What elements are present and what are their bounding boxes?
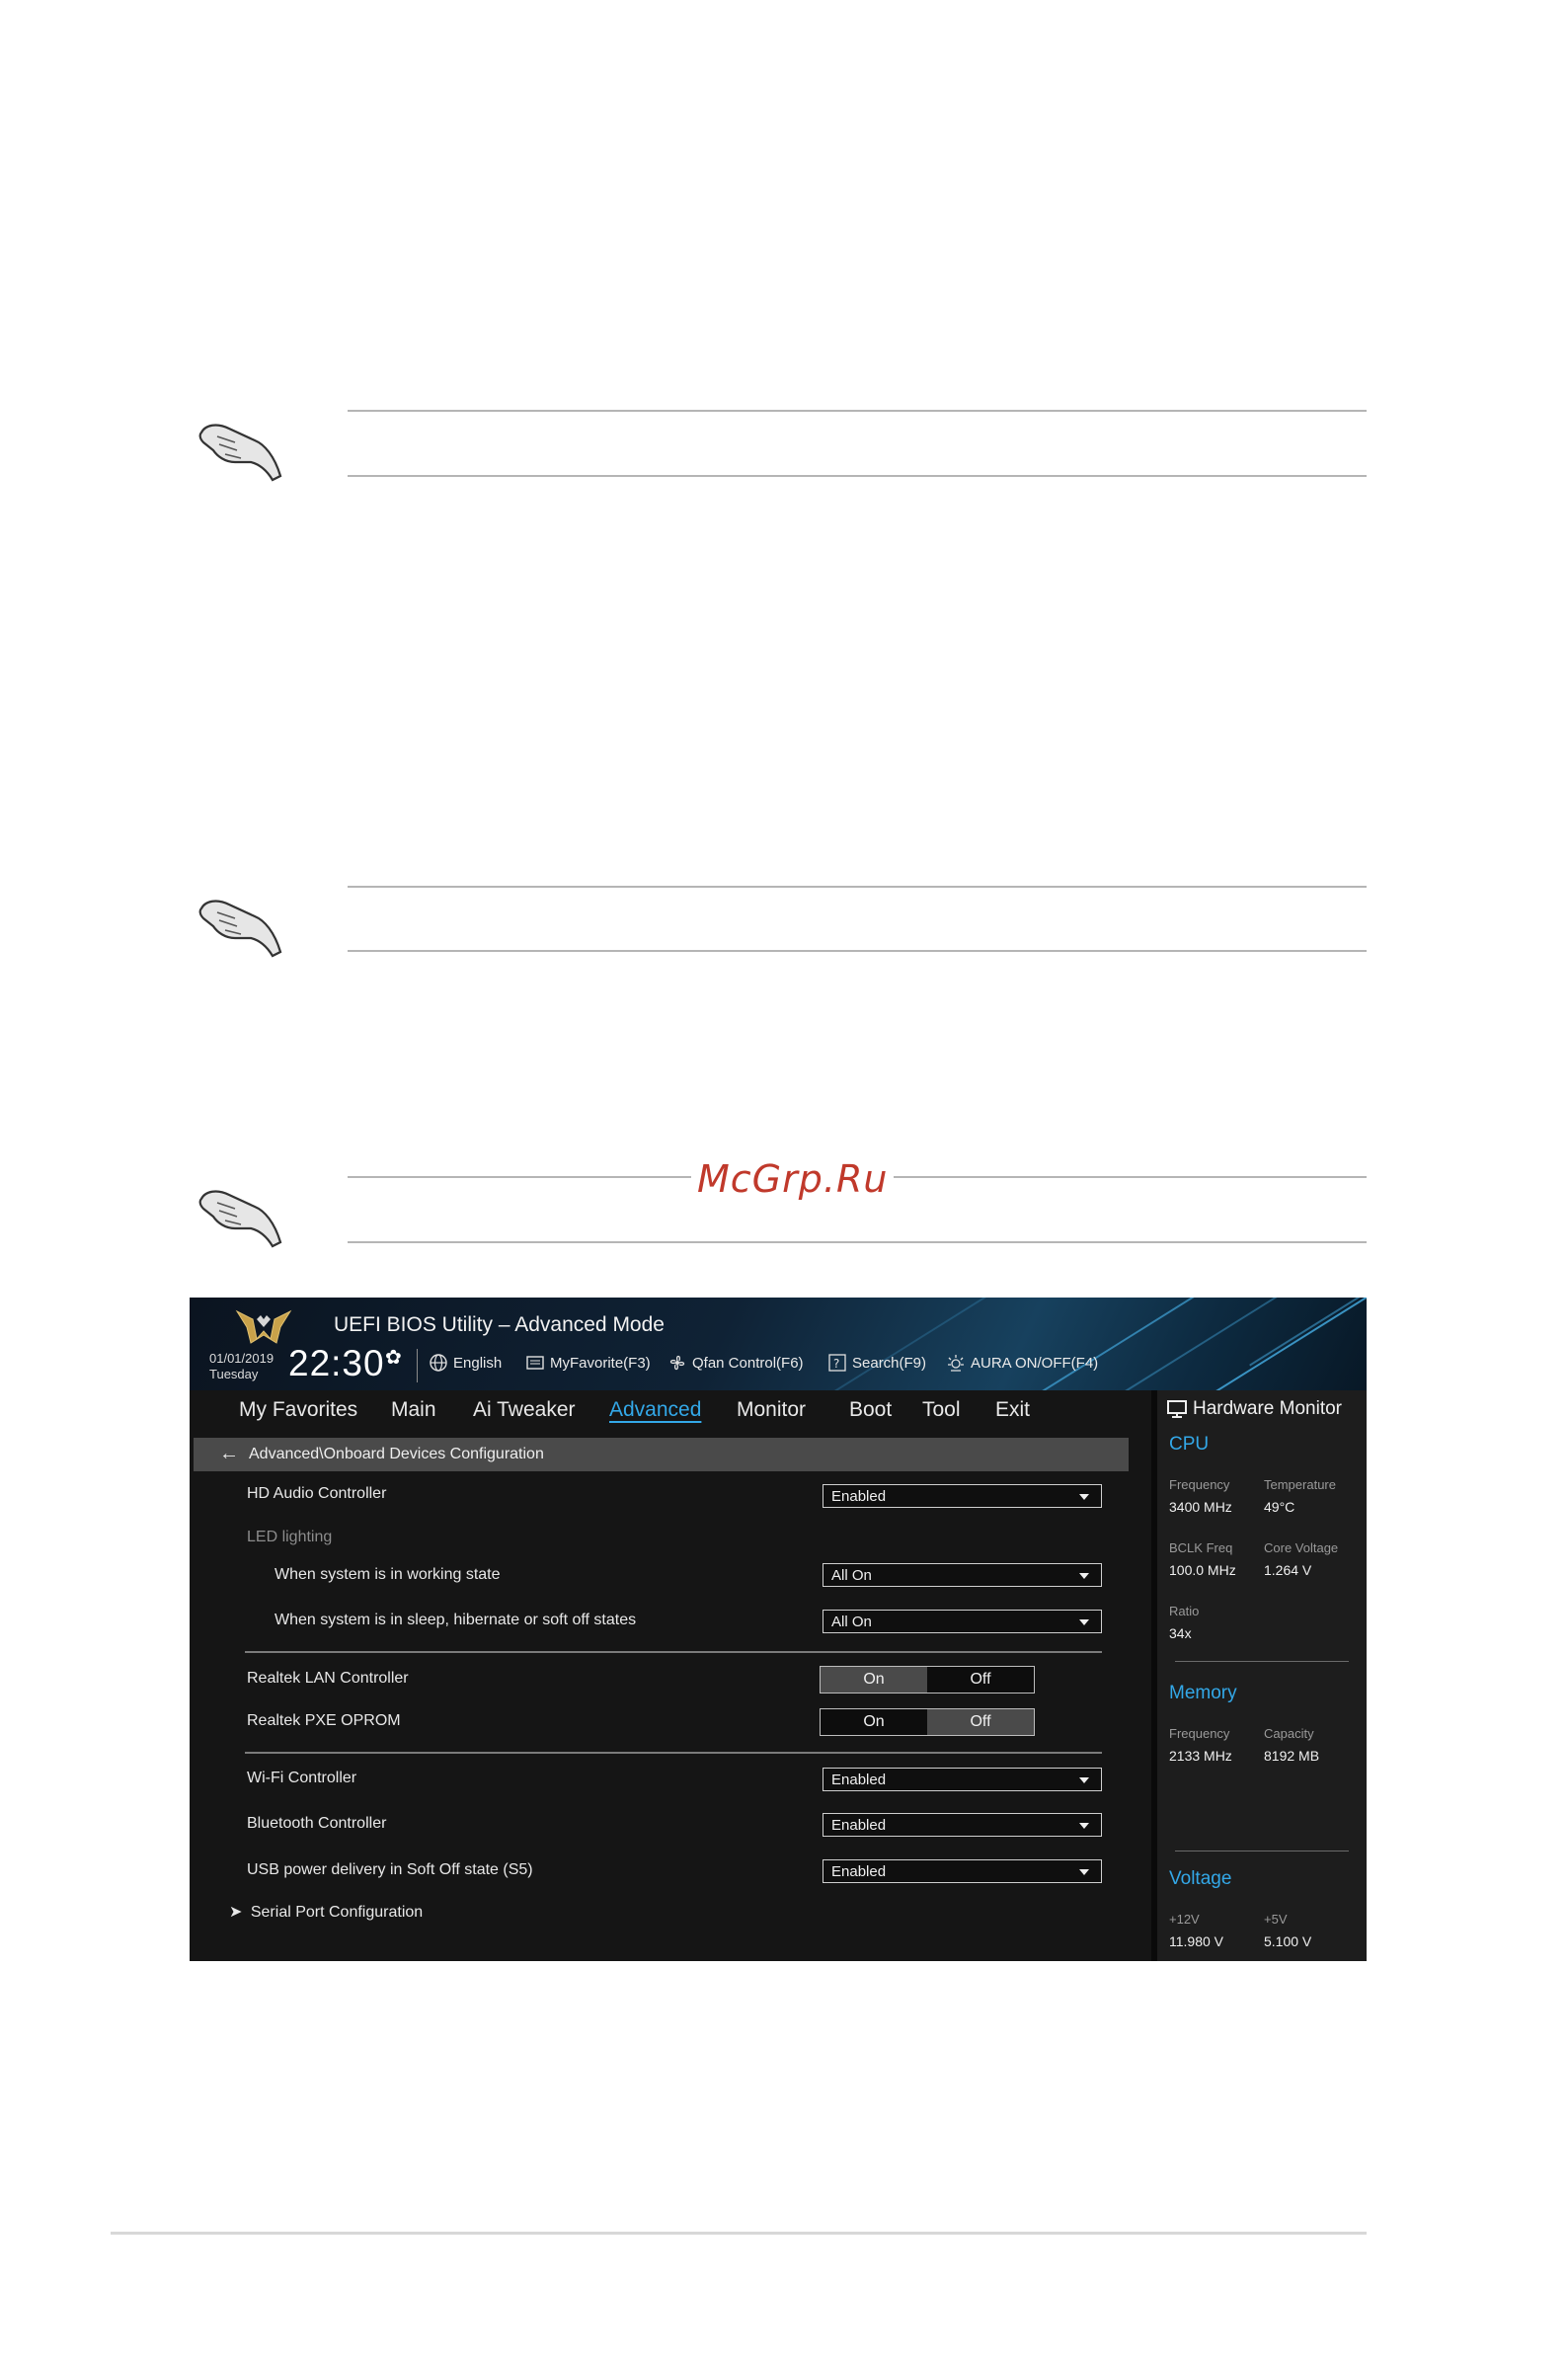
date-display [209, 1351, 274, 1382]
toolbar-divider [417, 1349, 418, 1382]
aura-toggle-button[interactable] [946, 1353, 1098, 1373]
bios-title: UEFI BIOS Utility – Advanced Mode [334, 1313, 665, 1336]
cpu-temperature-label: Temperature [1264, 1477, 1336, 1492]
lan-controller-toggle[interactable] [820, 1666, 1035, 1693]
hardware-monitor-title-text: Hardware Monitor [1193, 1398, 1342, 1419]
v5-value: 5.100 V [1264, 1933, 1312, 1949]
pxe-oprom-label: Realtek PXE OPROM [247, 1712, 401, 1729]
bclk-label: BCLK Freq [1169, 1540, 1233, 1555]
tab-tool[interactable]: Tool [922, 1398, 961, 1421]
help-search-icon [827, 1353, 847, 1373]
tab-main[interactable]: Main [391, 1398, 436, 1421]
chevron-down-icon [1079, 1619, 1089, 1625]
globe-icon [429, 1353, 448, 1373]
pointing-hand-icon [196, 413, 284, 484]
pxe-on-option[interactable]: On [863, 1713, 885, 1730]
cpu-frequency-label: Frequency [1169, 1477, 1230, 1492]
tab-advanced[interactable]: Advanced [609, 1398, 702, 1421]
memory-frequency-value: 2133 MHz [1169, 1748, 1232, 1764]
hw-divider [1175, 1661, 1349, 1662]
tab-boot[interactable]: Boot [849, 1398, 893, 1421]
bluetooth-controller-value: Enabled [831, 1817, 887, 1834]
myfavorite-label: MyFavorite(F3) [550, 1354, 651, 1372]
led-lighting-heading: LED lighting [247, 1529, 333, 1545]
cpu-frequency-value: 3400 MHz [1169, 1499, 1232, 1515]
language-label: English [453, 1354, 503, 1372]
lan-off-option[interactable]: Off [970, 1671, 991, 1688]
v5-label: +5V [1264, 1912, 1288, 1927]
section-divider [245, 1651, 1102, 1653]
hd-audio-value: Enabled [831, 1488, 887, 1505]
tab-ai-tweaker[interactable]: Ai Tweaker [473, 1398, 576, 1421]
usb-power-label: USB power delivery in Soft Off state (S5) [247, 1861, 533, 1878]
note-rule-top-1 [348, 410, 1367, 412]
hd-audio-select[interactable] [823, 1484, 1102, 1508]
date-text: 01/01/2019 [209, 1351, 274, 1366]
sleep-state-value: All On [831, 1614, 872, 1630]
breadcrumb [194, 1438, 1129, 1471]
cpu-heading: CPU [1169, 1434, 1210, 1455]
usb-power-select[interactable] [823, 1859, 1102, 1883]
memory-heading: Memory [1169, 1683, 1237, 1703]
v12-value: 11.980 V [1169, 1933, 1224, 1949]
main-nav [190, 1390, 1147, 1434]
pxe-off-option[interactable]: Off [927, 1709, 1034, 1735]
sleep-state-label: When system is in sleep, hibernate or soft off states [274, 1612, 637, 1628]
qfan-label: Qfan Control(F6) [692, 1354, 804, 1372]
ratio-value: 34x [1169, 1625, 1192, 1641]
core-voltage-label: Core Voltage [1264, 1540, 1339, 1555]
chevron-down-icon [1079, 1823, 1089, 1829]
wifi-controller-value: Enabled [831, 1772, 887, 1788]
working-state-value: All On [831, 1567, 872, 1584]
chevron-down-icon [1079, 1777, 1089, 1783]
note-rule-top-2 [348, 886, 1367, 888]
search-label: Search(F9) [852, 1354, 927, 1372]
cpu-temperature-value: 49°C [1264, 1499, 1295, 1515]
chevron-down-icon [1079, 1869, 1089, 1875]
chevron-down-icon [1079, 1494, 1089, 1500]
footer-rule [111, 2232, 1367, 2235]
tuf-logo-icon [233, 1305, 294, 1345]
aura-light-icon [946, 1353, 966, 1373]
hd-audio-label: HD Audio Controller [247, 1485, 387, 1502]
hardware-monitor-title [1167, 1398, 1342, 1420]
monitor-icon [1167, 1400, 1187, 1418]
wifi-controller-label: Wi-Fi Controller [247, 1770, 357, 1786]
memory-capacity-label: Capacity [1264, 1726, 1314, 1741]
serial-port-submenu[interactable] [229, 1902, 423, 1922]
breadcrumb-text: Advanced\Onboard Devices Configuration [249, 1446, 544, 1462]
bios-header [190, 1298, 1367, 1390]
v12-label: +12V [1169, 1912, 1200, 1927]
qfan-control-button[interactable] [667, 1353, 804, 1373]
bluetooth-controller-label: Bluetooth Controller [247, 1815, 387, 1832]
note-rule-bottom-3 [348, 1241, 1367, 1243]
memory-frequency-label: Frequency [1169, 1726, 1230, 1741]
voltage-heading: Voltage [1169, 1868, 1232, 1889]
usb-power-value: Enabled [831, 1863, 887, 1880]
serial-port-label: Serial Port Configuration [250, 1904, 424, 1921]
pointing-hand-icon [196, 1179, 284, 1250]
wifi-controller-select[interactable] [823, 1768, 1102, 1791]
tab-monitor[interactable]: Monitor [737, 1398, 807, 1421]
lan-controller-label: Realtek LAN Controller [247, 1670, 409, 1687]
pxe-oprom-toggle[interactable] [820, 1708, 1035, 1736]
language-button[interactable] [429, 1353, 502, 1373]
svg-text:?: ? [833, 1357, 840, 1371]
tab-exit[interactable]: Exit [995, 1398, 1031, 1421]
hardware-monitor-panel [1151, 1390, 1367, 1961]
myfavorite-button[interactable] [525, 1353, 651, 1373]
tab-my-favorites[interactable]: My Favorites [239, 1398, 358, 1421]
working-state-label: When system is in working state [274, 1566, 501, 1583]
working-state-select[interactable] [823, 1563, 1102, 1587]
fan-icon [667, 1353, 687, 1373]
bios-screenshot [190, 1298, 1367, 1961]
favorite-list-icon [525, 1353, 545, 1373]
search-button[interactable] [827, 1353, 926, 1373]
memory-capacity-value: 8192 MB [1264, 1748, 1320, 1764]
bluetooth-controller-select[interactable] [823, 1813, 1102, 1837]
sleep-state-select[interactable] [823, 1610, 1102, 1633]
chevron-down-icon [1079, 1573, 1089, 1579]
core-voltage-value: 1.264 V [1264, 1562, 1312, 1578]
note-rule-bottom-1 [348, 475, 1367, 477]
note-rule-bottom-2 [348, 950, 1367, 952]
section-divider [245, 1752, 1102, 1754]
time-display: 22:30 [288, 1343, 385, 1383]
day-text: Tuesday [209, 1367, 259, 1381]
aura-label: AURA ON/OFF(F4) [971, 1354, 1099, 1372]
back-arrow-icon[interactable]: ← [219, 1443, 239, 1464]
lan-on-option[interactable]: On [821, 1667, 927, 1693]
pointing-hand-icon [196, 889, 284, 960]
ratio-label: Ratio [1169, 1604, 1200, 1618]
watermark: McGrp.Ru [691, 1157, 894, 1201]
chevron-right-icon: ➤ [229, 1904, 243, 1921]
gear-icon[interactable]: ✿ [385, 1347, 402, 1369]
bclk-value: 100.0 MHz [1169, 1562, 1236, 1578]
